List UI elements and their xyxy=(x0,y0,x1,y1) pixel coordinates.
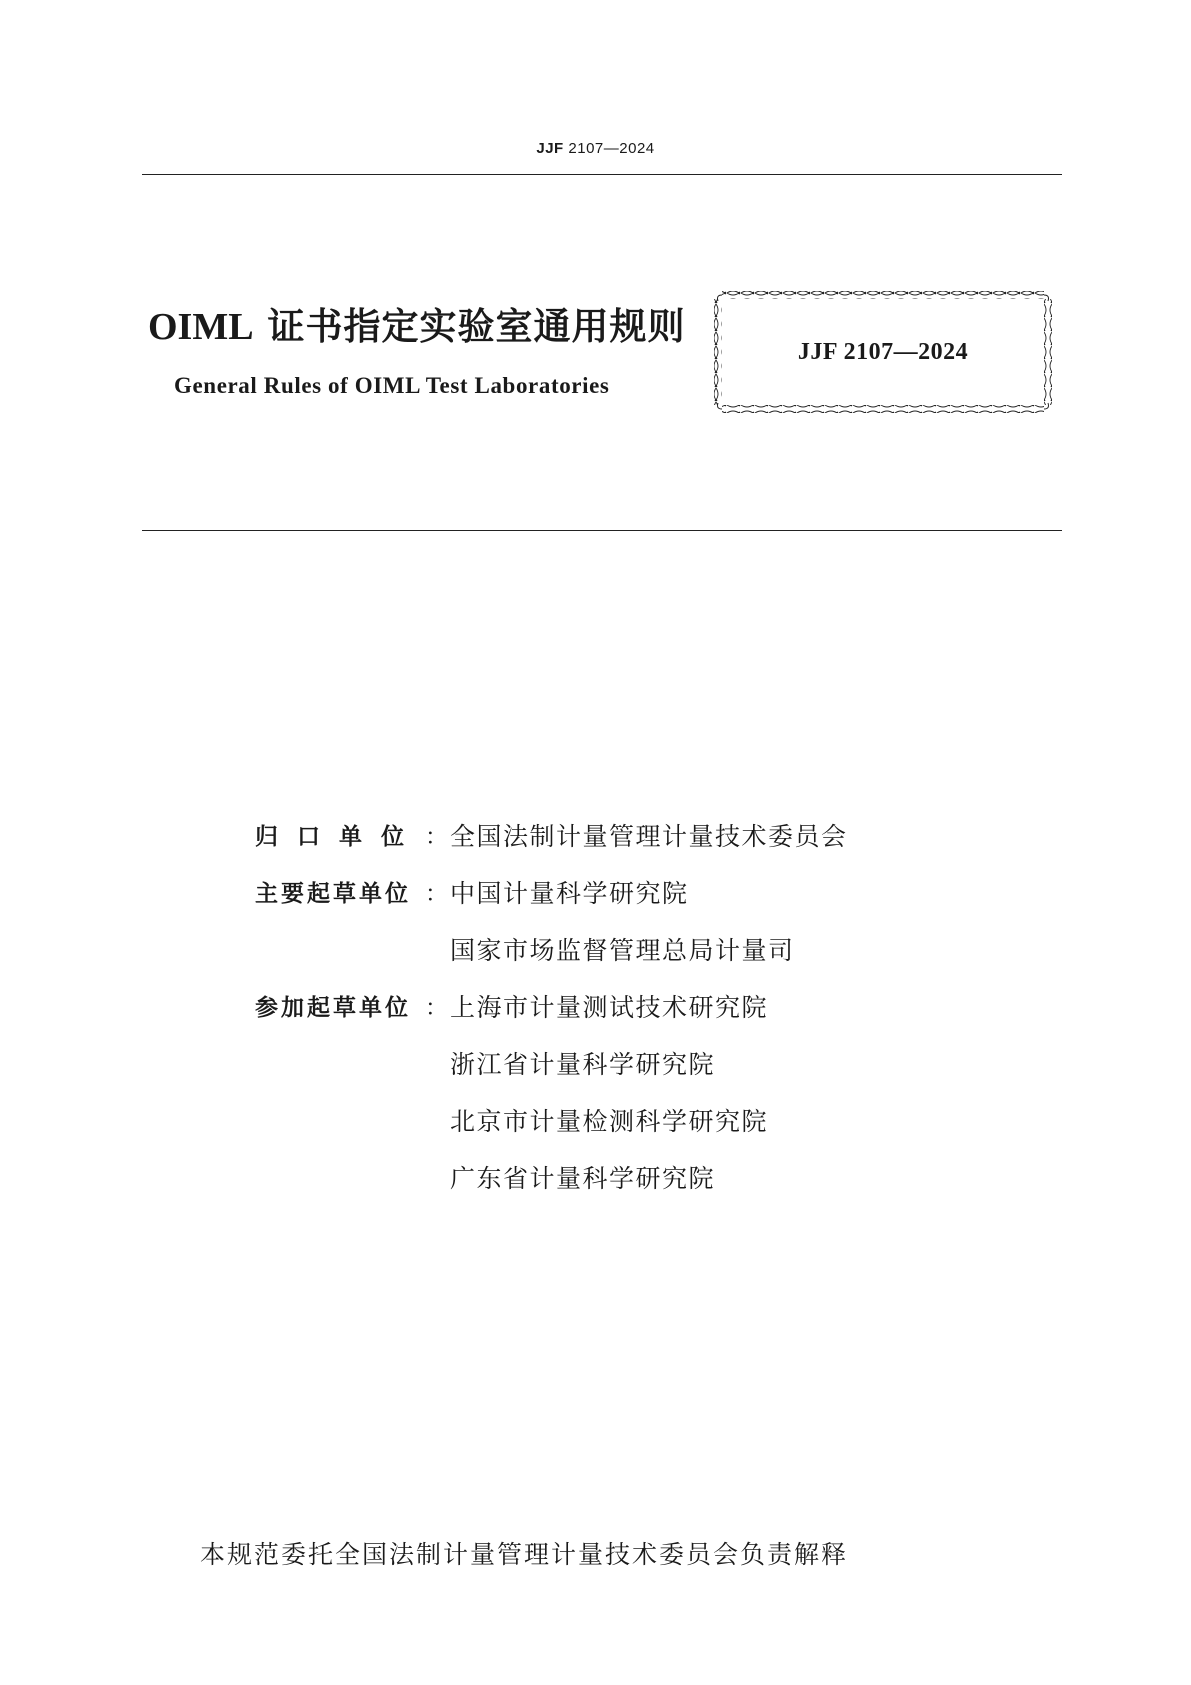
header-code-number: 2107—2024 xyxy=(563,140,655,157)
unit-value-responsible: 全国法制计量管理计量技术委员会 xyxy=(450,822,848,851)
interpretation-note: 本规范委托全国法制计量管理计量技术委员会负责解释 xyxy=(200,1540,849,1569)
unit-label-responsible: 归口单位 xyxy=(255,824,423,850)
unit-value-participating-2: 浙江省计量科学研究院 xyxy=(450,1050,716,1079)
title-chinese-text: 证书指定实验室通用规则 xyxy=(253,305,686,348)
unit-value-participating-1: 上海市计量测试技术研究院 xyxy=(450,993,769,1022)
title-chinese xyxy=(148,296,685,350)
standard-code-box xyxy=(712,289,1054,415)
unit-value-participating-4: 广东省计量科学研究院 xyxy=(450,1164,716,1193)
header-code-prefix: JJF xyxy=(536,140,564,157)
unit-value-participating-3: 北京市计量检测科学研究院 xyxy=(450,1107,769,1136)
header-standard-code xyxy=(0,140,1191,157)
unit-colon: ： xyxy=(425,995,448,1021)
title-chinese-latin-part: OIML xyxy=(148,306,254,348)
unit-label-participating: 参加起草单位 xyxy=(255,995,411,1021)
title-english: General Rules of OIML Test Laboratories xyxy=(174,373,610,398)
top-rule xyxy=(142,174,1062,175)
unit-colon: ： xyxy=(425,881,448,907)
unit-label-main-drafter: 主要起草单位 xyxy=(255,881,411,907)
unit-value-main-drafter-1: 中国计量科学研究院 xyxy=(450,879,689,908)
unit-colon: ： xyxy=(425,824,448,850)
standard-code: JJF 2107—2024 xyxy=(797,339,969,365)
unit-value-main-drafter-2: 国家市场监督管理总局计量司 xyxy=(450,936,795,965)
middle-rule xyxy=(142,530,1062,531)
